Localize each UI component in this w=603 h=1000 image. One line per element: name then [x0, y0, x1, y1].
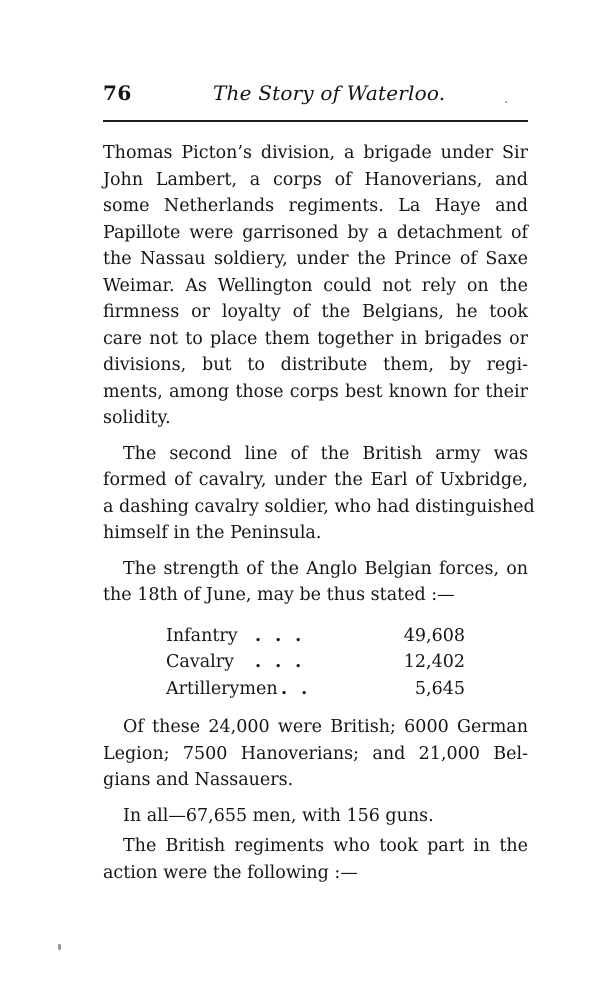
running-title: The Story of Waterloo. [213, 81, 446, 105]
text-line: Of these 24,000 were British; 6000 German [123, 717, 528, 737]
force-value: 5,645 [414, 678, 465, 699]
page-number: 76 [103, 81, 132, 105]
force-value: 12,402 [403, 652, 465, 672]
table-row [103, 649, 528, 676]
text-line: Legion; 7500 Hanoverians; and 21,000 Bel- [103, 743, 528, 764]
text-line: gians and Nassauers. [103, 770, 294, 790]
text-line: the Nassau soldiery, under the Prince of Saxe [103, 249, 528, 269]
forces-table [103, 623, 528, 703]
text-line: himself in the Peninsula. [103, 523, 322, 543]
body-text [103, 140, 535, 886]
force-name: Infantry [166, 625, 238, 646]
force-value: 49,608 [403, 625, 465, 646]
text-line: formed of cavalry, under the Earl of Uxbridge, [103, 470, 528, 490]
ink-speck [58, 944, 61, 950]
text-line: care not to place them together in brigades or [103, 328, 528, 349]
paragraph [103, 556, 528, 609]
text-line: the 18th of June, may be thus stated :— [103, 585, 455, 605]
text-line: In all—67,655 men, with 156 guns. [123, 805, 434, 826]
paragraph [103, 140, 528, 432]
force-name: Cavalry [166, 652, 234, 672]
text-line: Papillote were garrisoned by a detachment of [103, 222, 528, 243]
paragraph [103, 714, 528, 794]
text-line: action were the following :— [103, 862, 358, 883]
text-line: firmness or loyalty of the Belgians, he took [103, 302, 528, 322]
leader-dots: ... [255, 625, 316, 646]
text-line: The strength of the Anglo Belgian forces, on [123, 558, 528, 579]
force-name: Artillerymen [166, 678, 278, 699]
text-line: Thomas Picton’s division, a brigade under Sir [103, 143, 528, 163]
text-line: a dashing cavalry soldier, who had distinguished [103, 496, 535, 517]
ink-speck [505, 101, 507, 103]
leader-dots: ... [255, 652, 316, 672]
page-header [103, 81, 527, 111]
paragraph [103, 803, 528, 830]
text-line: ments, among those corps best known for their [103, 381, 528, 402]
text-line: solidity. [103, 408, 171, 428]
text-line: John Lambert, a corps of Hanoverians, and [103, 169, 528, 190]
text-line: The British regiments who took part in the [123, 836, 528, 856]
leader-dots: .. [281, 678, 322, 699]
table-row [103, 676, 528, 703]
text-line: The second line of the British army was [123, 443, 528, 464]
header-rule [103, 120, 528, 122]
text-line: divisions, but to distribute them, by regi- [103, 355, 528, 375]
table-row [103, 623, 528, 650]
paragraph [103, 441, 535, 547]
text-line: some Netherlands regiments. La Haye and [103, 196, 528, 216]
text-line: Weimar. As Wellington could not rely on the [103, 275, 528, 296]
paragraph [103, 833, 528, 886]
